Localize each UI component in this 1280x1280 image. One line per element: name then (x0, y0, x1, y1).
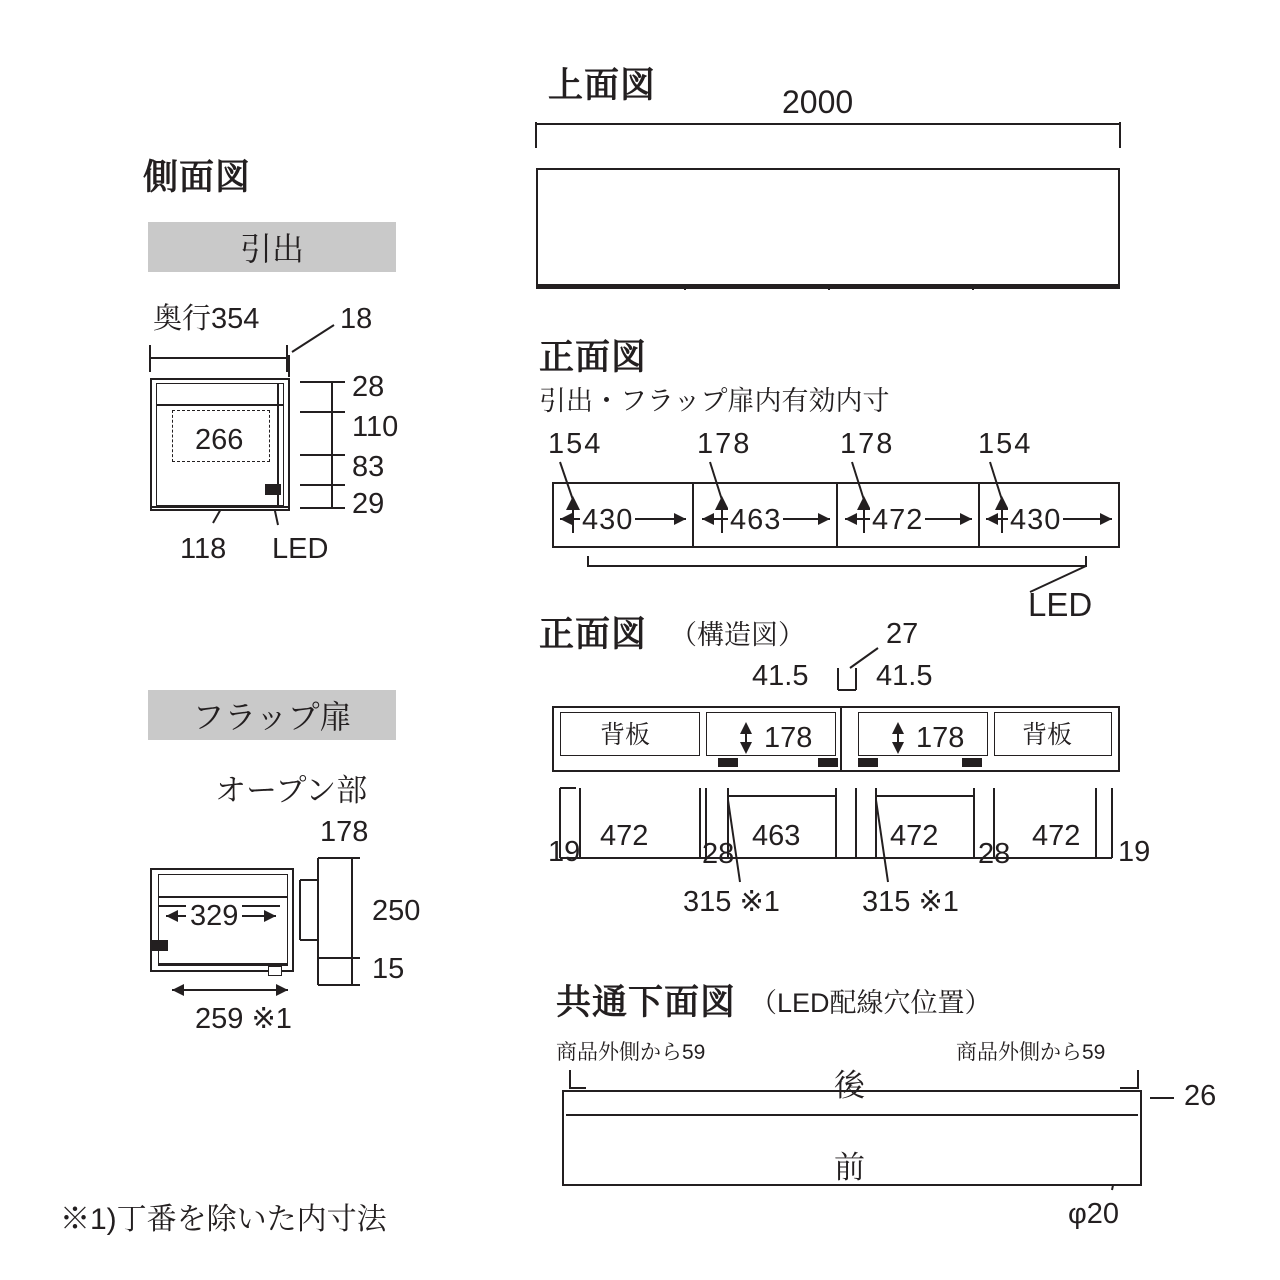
led-label-side: LED (272, 533, 329, 565)
front-width-3: 472 (872, 504, 924, 536)
front-view-subtitle: 引出・フラップ扉内有効内寸 (539, 386, 890, 416)
led-label-front: LED (1028, 586, 1093, 623)
dim-18: 18 (340, 303, 373, 335)
struct-note-right: 315 ※1 (862, 886, 959, 918)
dim-83: 83 (352, 451, 385, 483)
front-width-1: 430 (582, 504, 634, 536)
struct-back-panel-left: 背板 (600, 721, 651, 749)
struct-dim-41-5-right: 41.5 (876, 660, 933, 692)
struct-dim-41-5-left: 41.5 (752, 660, 809, 692)
dim-28: 28 (352, 371, 385, 403)
struct-dim-19-right: 19 (1118, 836, 1151, 868)
front-struct-title-paren: （構造図） (670, 620, 805, 650)
top-view-width: 2000 (782, 84, 854, 120)
bottom-view-title: 共通下面図 (556, 983, 737, 1022)
footnote: ※1)丁番を除いた内寸法 (60, 1203, 387, 1236)
bottom-rear-label: 後 (834, 1068, 865, 1103)
struct-note-left: 315 ※1 (683, 886, 780, 918)
struct-dim-472-b: 472 (890, 820, 939, 852)
side-view-title: 側面図 (143, 158, 252, 197)
front-height-1: 154 (548, 428, 603, 460)
dim-266: 266 (192, 426, 246, 455)
bottom-front-label: 前 (834, 1150, 865, 1185)
depth-354-label: 奥行354 (153, 303, 260, 335)
struct-dim-463: 463 (752, 820, 801, 852)
struct-h178-left: 178 (764, 722, 813, 754)
bottom-dim-26: 26 (1184, 1080, 1217, 1112)
dim-329: 329 (186, 902, 242, 931)
front-width-2: 463 (730, 504, 782, 536)
open-178: 178 (320, 816, 369, 848)
front-view-title: 正面図 (539, 338, 648, 377)
dim-250: 250 (372, 895, 421, 927)
struct-dim-472-c: 472 (1032, 820, 1081, 852)
dim-29: 29 (352, 488, 385, 520)
bottom-view-title-paren: （LED配線穴位置） (750, 988, 992, 1018)
struct-dim-28-left: 28 (702, 838, 735, 870)
drawer-banner-label: 引出 (239, 231, 304, 267)
dim-118: 118 (180, 533, 227, 565)
front-height-3: 178 (840, 428, 895, 460)
struct-dim-28-right: 28 (978, 838, 1011, 870)
bottom-right-note: 商品外側から59 (956, 1041, 1106, 1064)
flap-door-banner-label: フラップ扉 (192, 699, 352, 735)
bottom-left-note: 商品外側から59 (556, 1041, 706, 1064)
front-width-4: 430 (1010, 504, 1062, 536)
front-struct-title: 正面図 (539, 615, 648, 654)
front-height-2: 178 (697, 428, 752, 460)
struct-back-panel-right: 背板 (1022, 721, 1073, 749)
struct-dim-27: 27 (886, 618, 919, 650)
dim-259: 259 ※1 (195, 1003, 292, 1035)
open-section-label: オープン部 (215, 773, 368, 808)
dim-110: 110 (352, 411, 399, 443)
bottom-hole-diameter: φ20 (1068, 1198, 1120, 1230)
struct-h178-right: 178 (916, 722, 965, 754)
dim-15: 15 (372, 953, 405, 985)
struct-dim-472-a: 472 (600, 820, 649, 852)
struct-dim-19-left: 19 (548, 836, 581, 868)
bottom-view-split (566, 1114, 1138, 1116)
front-height-4: 154 (978, 428, 1033, 460)
top-view-title: 上面図 (548, 66, 657, 105)
